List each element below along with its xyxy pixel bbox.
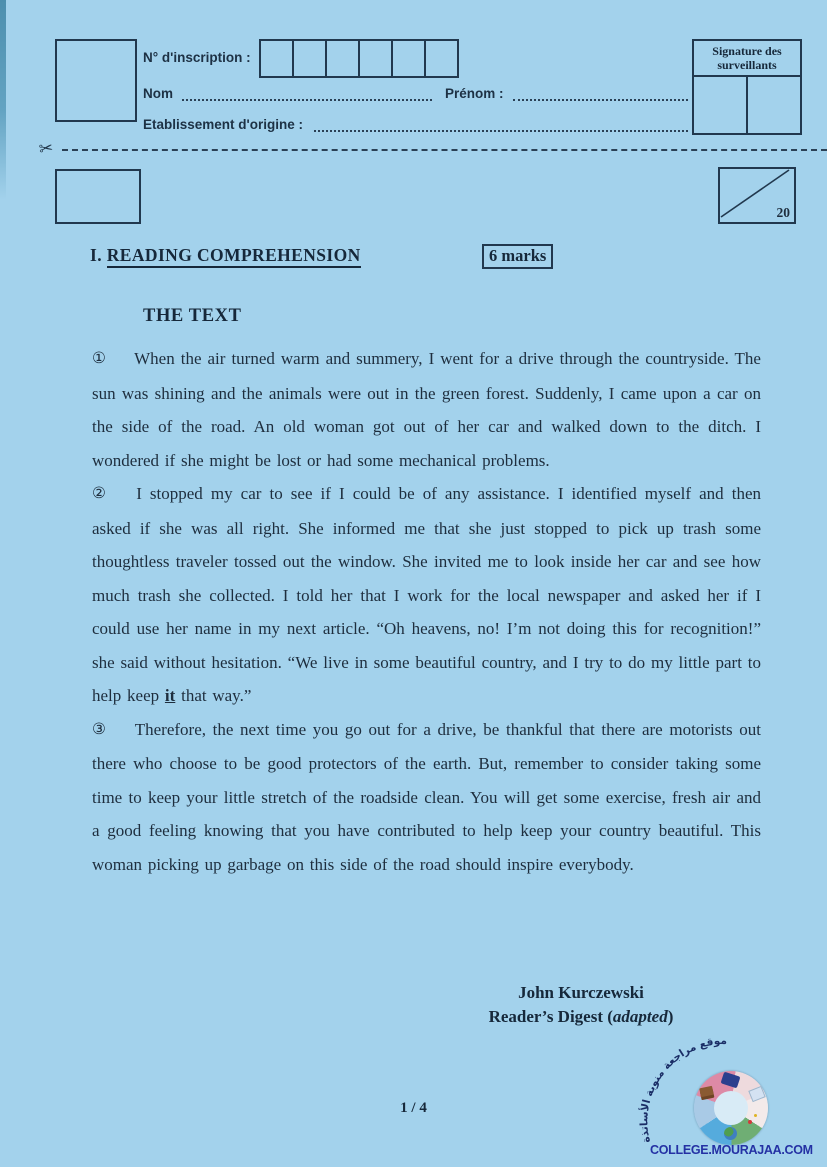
- inscription-cell: [358, 39, 393, 78]
- paragraph-1-marker: ①: [92, 350, 107, 367]
- logo-arabic-tagline: موقع مراجعة منوبة الأساتذة: [638, 1034, 728, 1145]
- paragraph-2-text-b: that way.”: [175, 686, 252, 705]
- school-write-line: [314, 130, 688, 132]
- source-adapted-note: adapted: [612, 1007, 668, 1026]
- cut-here-dashed-line: [62, 149, 827, 151]
- signature-cell: [694, 77, 748, 133]
- candidate-photo-box: [55, 39, 137, 122]
- paragraph-3-marker: ③: [92, 720, 107, 738]
- attribution: [431, 981, 731, 1029]
- school-label: Etablissement d'origine :: [143, 117, 303, 132]
- firstname-label: Prénom :: [445, 86, 504, 101]
- paragraph-2: [92, 477, 761, 713]
- paragraph-3: [92, 713, 761, 882]
- paragraph-1: [92, 342, 761, 477]
- section-marks-badge: 6 marks: [482, 244, 553, 269]
- text-heading: THE TEXT: [143, 306, 242, 326]
- inscription-cell: [292, 39, 327, 78]
- paragraph-3-text: Therefore, the next time you go out for a drive, be thankful that there are motorists out there who choose to be good protectors of the earth. But, remember to consider taking some time to keep your little stretch of the roadside clean. You will get some exercise, fresh air and a good feeling knowing that you have contributed to help keep your country beautiful. This woman picking up garbage on this side of the road should inspire everybody.: [92, 719, 761, 874]
- section-number: I.: [90, 245, 107, 265]
- inscription-cell: [259, 39, 294, 78]
- source-line: [431, 1005, 731, 1029]
- watermark-site-name: COLLEGE.MOURAJAA.COM: [650, 1143, 813, 1157]
- total-marks-value: 20: [776, 205, 790, 220]
- name-write-line: [182, 99, 432, 101]
- inscription-number-cells: [259, 39, 459, 78]
- paragraph-2-emphasized-word: it: [164, 686, 176, 705]
- source-text: Reader’s Digest (: [488, 1007, 613, 1026]
- firstname-write-line: [513, 99, 688, 101]
- svg-text:موقع مراجعة منوبة الأساتذة: [638, 1035, 727, 1144]
- paragraph-1-text: When the air turned warm and summery, I went for a drive through the countryside. The sun was shining and the animals were out in the green forest. Suddenly, I came upon a car on the side of the road. An old woman got out of her car and walked down to the ditch. I wondered if she might be lost or had some mechanical problems.: [92, 349, 761, 470]
- mourajaa-logo: [632, 1030, 822, 1167]
- name-label: Nom: [143, 86, 173, 101]
- scissors-icon: ✂: [37, 138, 55, 159]
- signature-cell: [748, 77, 800, 133]
- score-box: [718, 167, 796, 224]
- author-name: John Kurczewski: [518, 983, 644, 1002]
- paragraph-2-marker: ②: [92, 485, 109, 502]
- section-heading-row: [90, 245, 361, 266]
- section-title: [90, 245, 361, 268]
- section-title-text: READING COMPREHENSION: [107, 245, 361, 268]
- signature-table: [692, 39, 802, 135]
- inscription-cell: [391, 39, 426, 78]
- signature-table-header: Signature des surveillants: [694, 41, 800, 77]
- reading-passage: [92, 342, 761, 881]
- paragraph-2-text-a: I stopped my car to see if I could be of any assistance. I identified myself and then asked if she was all right. She informed me that she just stopped to pick up trash some thoughtless traveler tossed out the window. She invited me to look inside her car and see how much trash she collected. I told her that I work for the local newspaper and asked her if I could use her name in my next article. “Oh heavens, no! I’m not doing this for recognition!” she said without hesitation. “We live in some beautiful country, and I try to do my little part to help keep: [92, 484, 761, 705]
- inscription-number-label: N° d'inscription :: [143, 50, 251, 65]
- scan-edge-artifact: [0, 0, 6, 200]
- inscription-cell: [325, 39, 360, 78]
- inscription-cell: [424, 39, 459, 78]
- source-text-close: ): [667, 1007, 674, 1026]
- page-number: 1 / 4: [400, 1100, 427, 1116]
- secret-code-box: [55, 169, 141, 224]
